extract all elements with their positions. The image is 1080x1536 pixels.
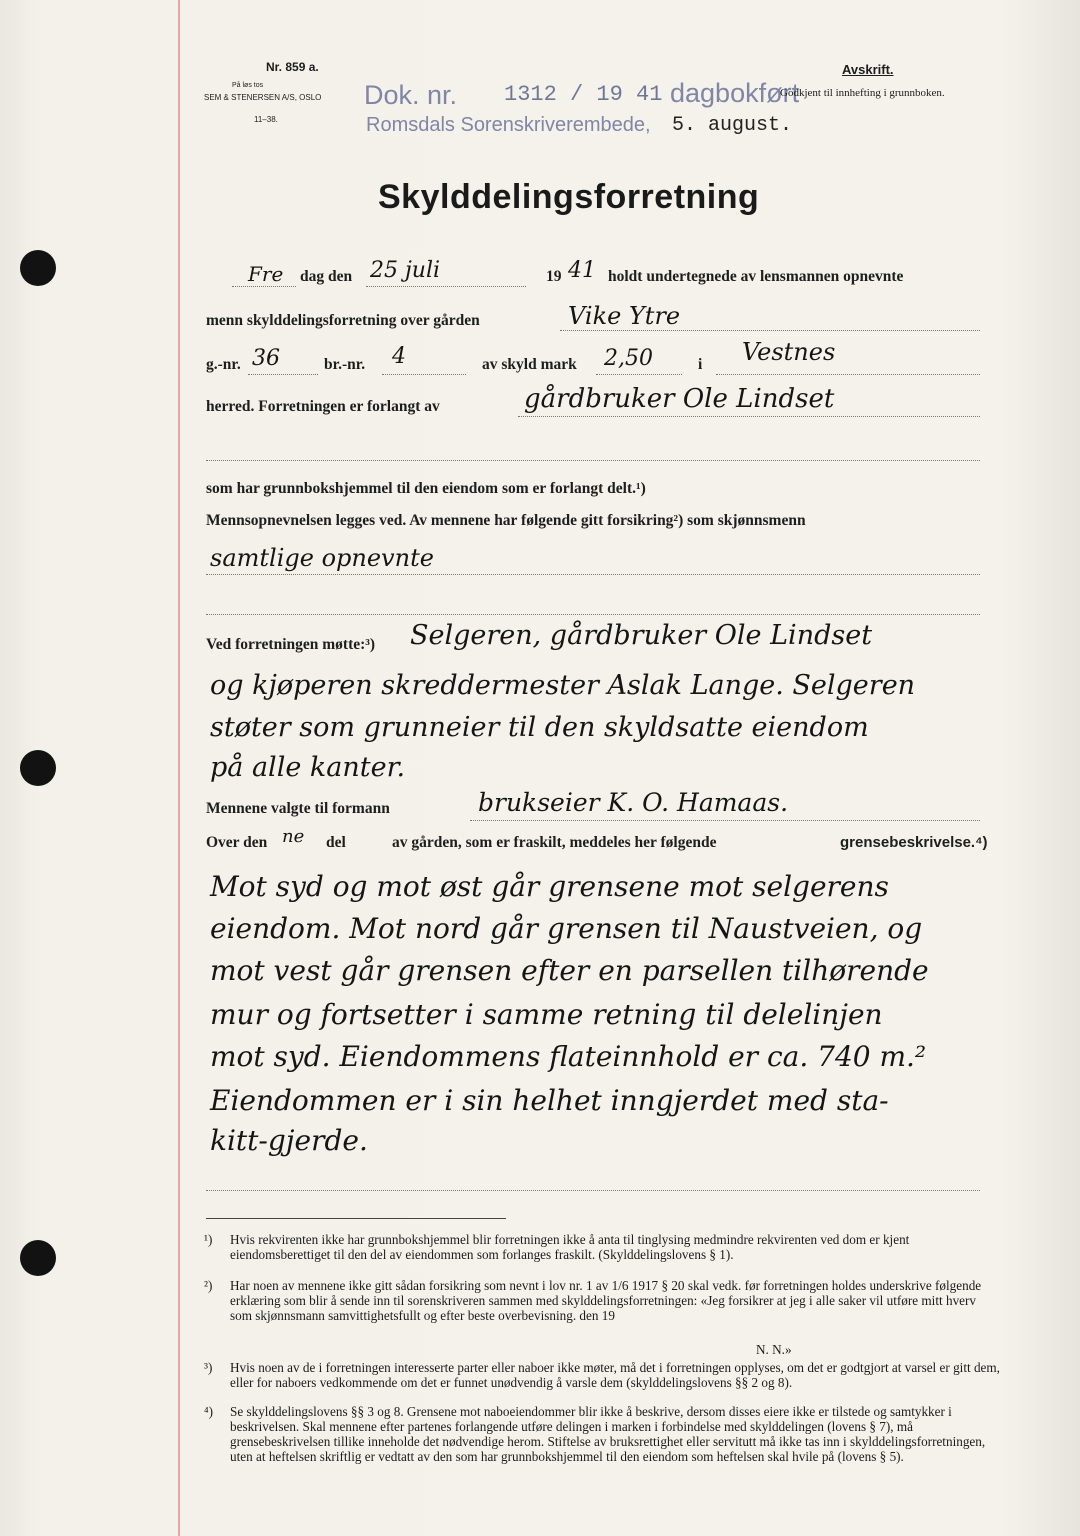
punch-hole-bottom [20, 1240, 56, 1276]
gnr-fill: 36 [252, 346, 280, 371]
bnr-label: br.-nr. [324, 356, 366, 373]
stamp-dok-nr: Dok. nr. [364, 80, 458, 110]
attendance-line: på alle kanter. [210, 752, 406, 783]
document-title: Skylddelingsforretning [378, 178, 760, 216]
footnote-4 [204, 1404, 994, 1486]
requester-fill: gårdbruker Ole Lindset [524, 384, 835, 414]
publisher-line2: SEM & STENERSEN A/S, OSLO [204, 93, 322, 102]
over-den-fill: ne [282, 826, 305, 847]
weekday-fill: Fre [248, 262, 284, 286]
formann-label: Mennene valgte til formann [206, 800, 390, 817]
sworn-men-fill: samtlige opnevnte [210, 544, 434, 572]
stamp-office: Romsdals Sorenskriverembede, [366, 114, 651, 136]
del-label: del [326, 834, 346, 851]
boundary-line: Eiendommen er i sin helhet inngjerdet med sta- [210, 1084, 889, 1117]
publisher-line1: På løs tos [232, 82, 264, 89]
footnote-text: Se skylddelingslovens §§ 3 og 8. Grensene mot naboeiendommer blir ikke å beskrive, dersom disses eiere ikke er tilstede og samtykker i beskrivelsen. Skal mennene efter partenes forlangende utføre delingen i marken i forbindelse med skylddelingen (lovens § 7), må grensebeskrivelsen tillike inneholde det nødvendige herom. Stiftelse av bruksrettighet eller servitutt må ikke tas inn i skylddelingsforretningen, uten at heftelsen skriftlig er vedtatt av den som har grunnbokshjemmel til den eiendom som heftelsen skal hvile på (lovens § 5). [230, 1404, 986, 1464]
footnote-text: Har noen av mennene ikke gitt sådan forsikring som nevnt i lov nr. 1 av 1/6 1917 § 20 skal vedk. før forretningen holdes underskrive følgende erklæring som blir å sende inn til sorenskriveren sammen med skylddelingsforretningen: «Jeg forsikrer at jeg i alle saker vil utføre mitt hverv som skjønnsmann samvittighetsfullt og efter beste overbevisning. den 19 [230, 1278, 982, 1323]
fill-line [232, 286, 296, 287]
stamp-number: 1312 / 19 41 [504, 82, 663, 107]
footnote-2 [204, 1278, 994, 1342]
formann-fill: bruksei​er K. O. Hamaas. [478, 788, 789, 817]
fill-line [716, 374, 980, 375]
footnote-divider [206, 1218, 506, 1219]
form-number: Nr. 859 a. [266, 60, 319, 74]
footnote-number: ³) [204, 1360, 213, 1375]
farm-fill: Vike Ytre [568, 302, 681, 330]
fill-line [470, 820, 980, 821]
forsikring-text: Mennsopnevnelsen legges ved. Av mennene har følgende gitt forsikring²) som skjønnsmenn [206, 512, 806, 529]
year-prefix: 19 [546, 268, 562, 285]
skyld-label: av skyld mark [482, 356, 577, 373]
skyld-fill: 2,50 [604, 346, 653, 371]
attendance-line: støter som grunneier til den skyldsatte eiendom [210, 712, 869, 743]
boundary-line: mot syd. Eiendommens flateinnhold er ca. 740 m.² [210, 1040, 927, 1073]
footnote-number: ⁴) [204, 1404, 213, 1419]
edition: 11–38. [254, 115, 278, 124]
bnr-fill: 4 [392, 344, 406, 369]
attendance-label: Ved forretningen møtte:³) [206, 636, 376, 653]
grensebeskrivelse-label: grensebeskrivelse.⁴) [840, 834, 988, 851]
stamp-date: 5. august. [672, 114, 793, 137]
fill-line [248, 374, 318, 375]
avskrift-label: Avskrift. [842, 62, 894, 77]
grunnbok-text: som har grunnbokshjemmel til den eiendom som er forlangt delt.¹) [206, 480, 646, 497]
attendance-line: og kjøperen skreddermester Aslak Lange. Selgeren [210, 670, 916, 701]
gnr-label: g.-nr. [206, 356, 241, 373]
footnote-text: Hvis noen av de i forretningen interesserte parter eller naboer ikke møter, må det i forretningen opplyses, om det er godtgjort at varsel er gitt dem, eller for naboers vedkommende om det er funnet unødvendig å varsle dem (skylddelingslovens §§ 2 og 8). [230, 1360, 1000, 1390]
fill-line [206, 460, 980, 461]
footnote-signature: N. N.» [756, 1342, 792, 1357]
fill-line [206, 1190, 980, 1191]
fill-line [596, 374, 682, 375]
fill-line [382, 374, 466, 375]
row1-text: holdt undertegnede av lensmannen opnevnte [608, 268, 904, 285]
fill-line [206, 614, 980, 615]
attendance-line: Selgeren, gårdbruker Ole Lindset [410, 620, 873, 651]
farm-label: menn skylddelingsforretning over gården [206, 312, 480, 329]
i-label: i [698, 356, 703, 373]
fill-line [366, 286, 526, 287]
fraskilt-label: av gården, som er fraskilt, meddeles her følgende [392, 834, 717, 851]
footnote-3 [204, 1360, 1000, 1406]
boundary-line: mur og fortsetter i samme retning til delelinjen [210, 998, 883, 1031]
requester-label: herred. Forretningen er forlangt av [206, 398, 440, 415]
fill-line [518, 416, 980, 417]
godkjent-note: Godkjent til innhefting i grunnboken. [780, 87, 945, 99]
punch-hole-top [20, 250, 56, 286]
boundary-line: mot vest går grensen efter en parsellen tilhørende [210, 954, 929, 987]
footnote-text: Hvis rekvirenten ikke har grunnbokshjemmel blir forretningen ikke å anta til tinglysing medmindre rekvirenten ved dom er kjent eiendomsberettiget til den del av eiendommen som forlanges fraskilt. (Skylddelingslovens § 1). [230, 1232, 910, 1262]
dag-den-label: dag den [300, 268, 353, 285]
boundary-line: eiendom. Mot nord går grensen til Naustveien, og [210, 912, 923, 945]
stamp-dagbokfort: dagbokført [670, 78, 800, 108]
footnote-number: ¹) [204, 1232, 213, 1247]
punch-hole-middle [20, 750, 56, 786]
boundary-line: Mot syd og mot øst går grensene mot selgerens [210, 870, 889, 903]
place-fill: Vestnes [742, 338, 836, 366]
fill-line [560, 330, 980, 331]
footnote-1 [204, 1232, 994, 1278]
boundary-line: kitt-gjerde. [210, 1124, 368, 1157]
fill-line [206, 574, 980, 575]
footnote-number: ²) [204, 1278, 213, 1293]
over-den-label: Over den [206, 834, 268, 851]
margin-rule [178, 0, 180, 1536]
year-fill: 41 [568, 258, 596, 283]
date-fill: 25 juli [370, 258, 441, 283]
